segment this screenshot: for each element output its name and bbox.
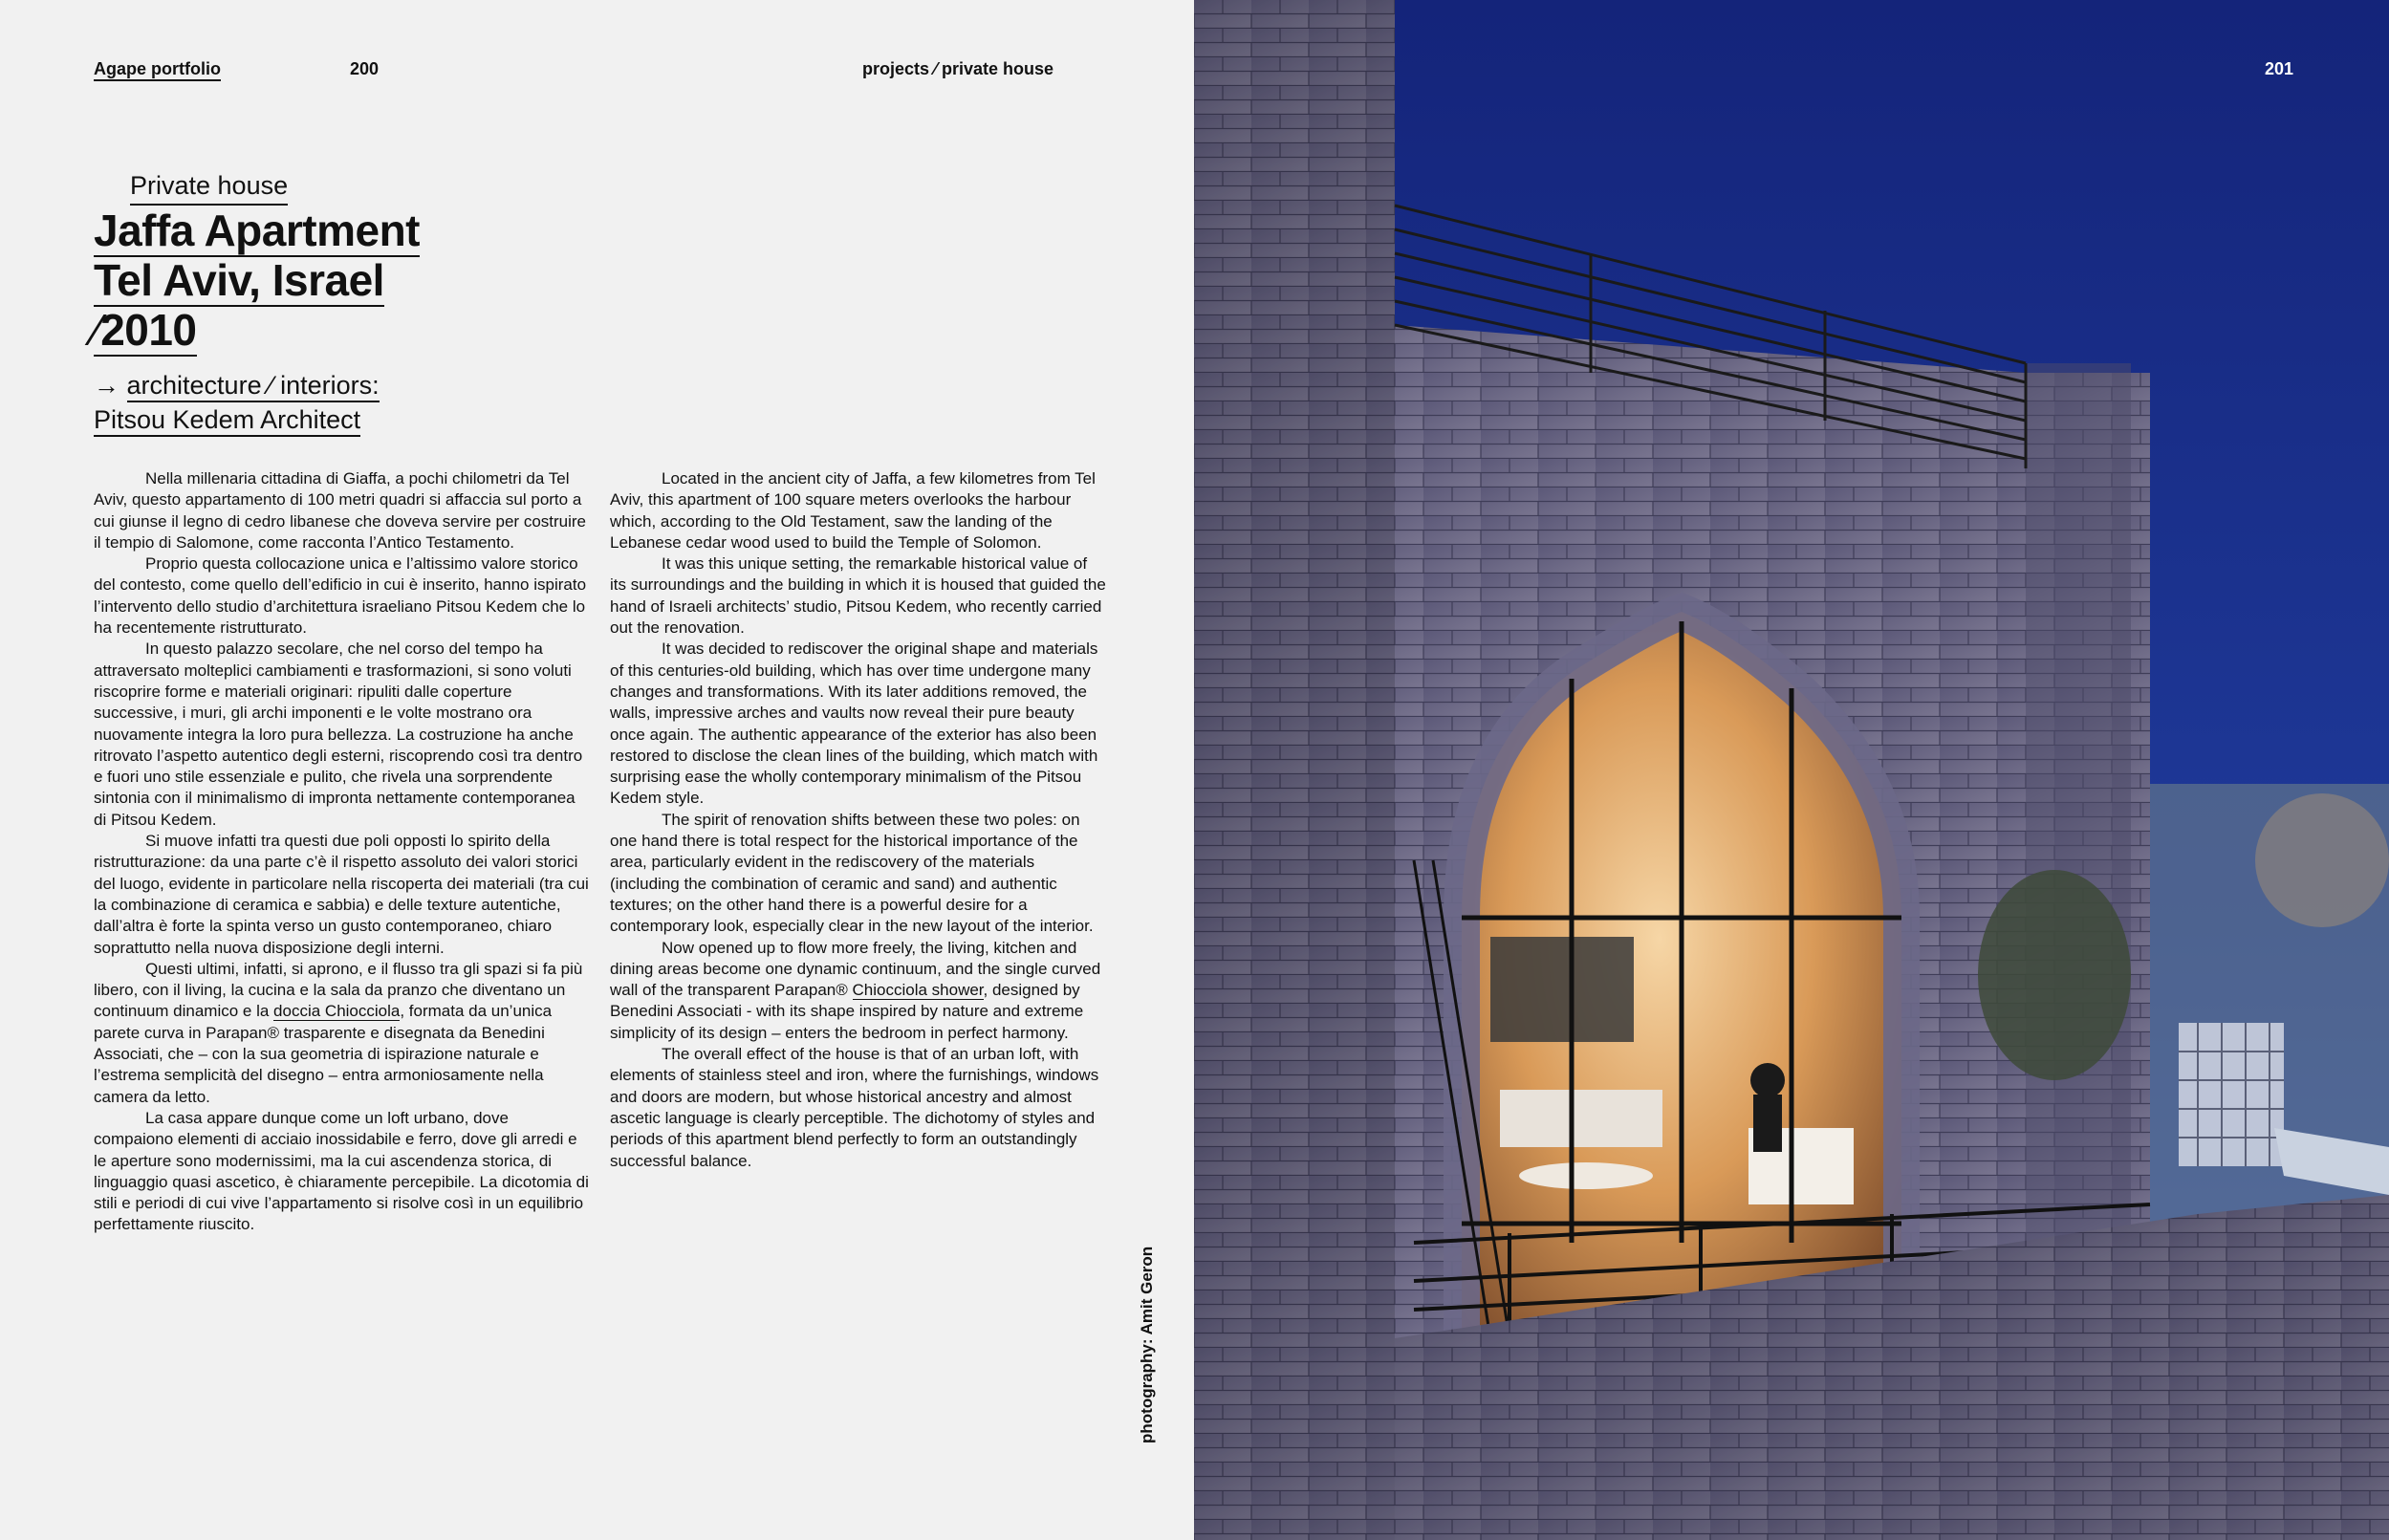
credits [94,368,420,437]
header-section: projects ⁄ private house [862,59,1054,78]
apartment-illustration [1194,0,2389,1540]
credit-name: Pitsou Kedem Architect [94,405,360,437]
italian-paragraph: Nella millenaria cittadina di Giaffa, a pochi chilometri da Tel Aviv, questo appartamento di 100 metri quadri si affaccia sul porto a cui giunse il legno di cedro libanese che doveva servire per costruire il tempio di Salomone, come racconta l’Antico Testamento. [94,469,587,552]
english-column [610,468,1107,1172]
coffee-table [1519,1162,1653,1189]
left-page [0,0,1194,1540]
product-link[interactable]: doccia Chiocciola [273,1002,401,1021]
sofa [1500,1090,1662,1147]
tv-screen [1490,937,1634,1042]
english-paragraph: Located in the ancient city of Jaffa, a few kilometres from Tel Aviv, this apartment of 100 square meters overlooks the harbour which, according to the Old Testament, saw the landing of the Lebanese cedar wood used to build the Temple of Solomon. [610,469,1096,552]
product-link[interactable]: Chiocciola shower [852,981,984,1000]
italian-paragraph: La casa appare dunque come un loft urbano, dove compaiono elementi di acciaio inossidabile e ferro, dove gli arredi e le aperture sono modernissimi, ma la cui ascendenza storica, di linguaggio quasi ascetico, è chiaramente percepibile. La dicotomia di stili e periodi di cui vive l’appartamento si risolve così in un equilibrio perfettamente riuscito. [94,1108,589,1234]
english-paragraph: It was this unique setting, the remarkable historical value of its surroundings and the building in which it is housed that guided the hand of Israeli architects’ studio, Pitsou Kedem, who recently carried out the renovation. [610,554,1106,638]
arrow-icon: → [94,371,119,400]
photo-credit: photography: Amit Geron [1138,1246,1156,1443]
english-paragraph: The spirit of renovation shifts between these two poles: on one hand there is total respect for the historical importance of the area, particularly evident in the rediscovery of the materials (including the combination of ceramic and sand) and authentic textures; on the other hand there is a powerful desire for a contemporary look, especially clear in the new layout of the interior. [610,810,1094,936]
title-year: ⁄2010 [94,305,197,355]
italian-paragraph: Si muove infatti tra questi due poli opposti lo spirito della ristrutturazione: da una parte c’è il rispetto assoluto dei valori storici del luogo, evidente in particolare nella riscoperta dei materiali (tra cui la combinazione di ceramica e sabbia) e delle texture autentiche, dall’altra è forte la spinta verso un gusto contemporaneo, chiaro soprattutto nella nuova disposizione degli interni. [94,832,589,957]
english-paragraph: It was decided to rediscover the original shape and materials of this centuries-old building, which has over time undergone many changes and transformations. With its later additions removed, the walls, impressive arches and vaults now reveal their pure beauty once again. The authentic appearance of the exterior has also been restored to disclose the clean lines of the building, which match with surprising ease the wholly contemporary minimalism of the Pitsou Kedem style. [610,640,1098,808]
page-number-left: 200 [350,59,380,78]
tree [1978,870,2131,1080]
italian-column [94,468,591,1236]
english-paragraph: Now opened up to flow more freely, the living, kitchen and dining areas become one dynamic continuum, and the single curved wall of the transparent Parapan® Chiocciola shower, designed by Benedini Associati - with its shape inspired by nature and extreme simplicity of its design – enters the bedroom in perfect harmony. [610,938,1101,1042]
italian-paragraph: Questi ultimi, infatti, si aprono, e il flusso tra gli spazi si fa più libero, con il living, la cucina e la sala da pranzo che diventano un continuum dinamico e la doccia Chiocciola, formata da un’unica parete curva in Parapan® trasparente e disegnata da Benedini Associati, che – con la sua geometria di ispirazione naturale e l’estrema semplicità del disegno – entra armoniosamente nella camera da letto. [94,959,583,1106]
apartment-photo [1194,0,2389,1540]
person [1750,1063,1785,1097]
italian-paragraph: In questo palazzo secolare, che nel corso del tempo ha attraversato molteplici cambiamenti e trasformazioni, si sono voluti riscoprire forme e materiali originari: ripuliti dalle coperture successive, i muri, gli archi imponenti e le volte mostrano ora nuovamente integra la loro pura bellezza. La costruzione ha anche ritrovato l’aspetto autentico degli esterni, riscoprendo così tra dentro e fuori uno stile essenziale e pulito, che rivela una sorprendente sintonia con il minimalismo di impronta nettamente contemporanea di Pitsou Kedem. [94,640,583,829]
title-block [94,168,420,437]
page-number-right: 201 [2265,59,2294,78]
header-brand: Agape portfolio [94,59,221,79]
lattice-screen [2179,1023,2284,1166]
italian-paragraph: Proprio questa collocazione unica e l’altissimo valore storico del contesto, come quello dell’edificio in cui è inserito, hanno ispirato l’intervento dello studio d’architettura israeliano Pitsou Kedem che lo ha recentemente ristrutturato. [94,554,587,638]
title-line-1: Jaffa Apartment [94,206,420,255]
english-paragraph: The overall effect of the house is that of an urban loft, with elements of stainless steel and iron, where the furnishings, windows and doors are modern, but whose historical ancestry and almost ascetic language is clearly perceptible. The dichotomy of styles and periods of this apartment blend perfectly to form an outstandingly successful balance. [610,1045,1099,1170]
title-line-2: Tel Aviv, Israel [94,255,384,305]
credit-role: architecture ⁄ interiors: [127,371,380,402]
kicker: Private house [130,168,288,206]
